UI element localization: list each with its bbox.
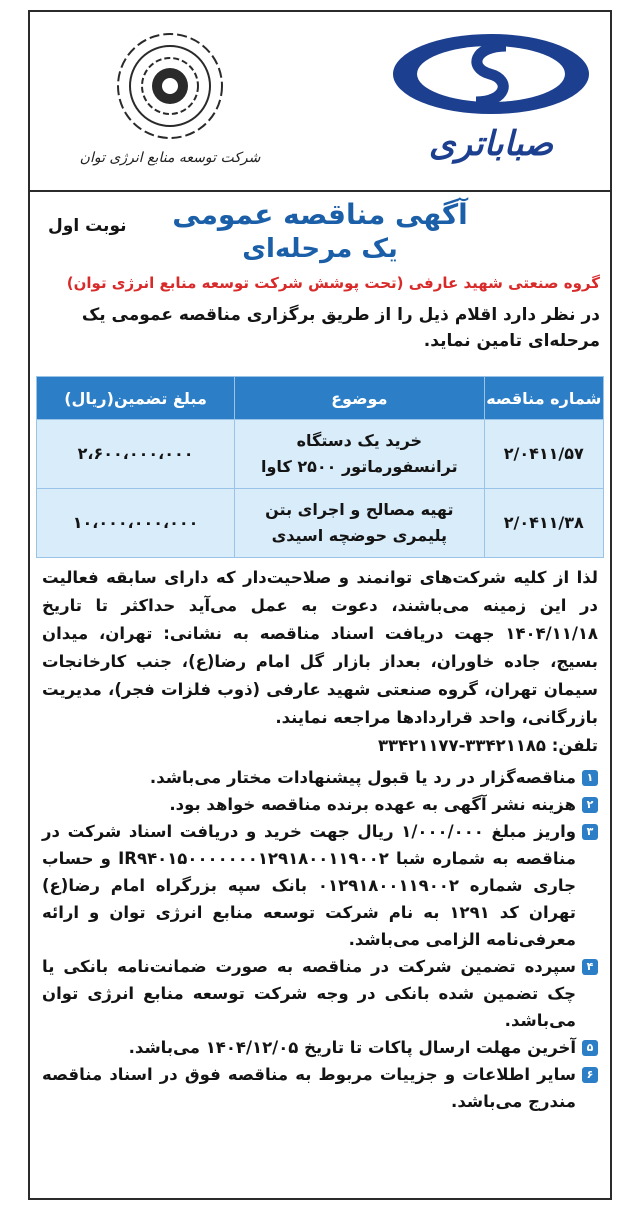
list-item xyxy=(42,1061,598,1115)
saba-battery-logo xyxy=(386,28,596,178)
company-intro-red: گروه صنعتی شهید عارفی (تحت پوشش شرکت توسعه منابع انرژی توان) xyxy=(66,274,600,292)
bullet-number-icon: ۴ xyxy=(582,959,598,975)
condition-text: سایر اطلاعات و جزییات مربوط به مناقصه فوق در اسناد مناقصه مندرج می‌باشد. xyxy=(42,1065,576,1111)
phone-numbers: تلفن: ۳۳۴۲۱۱۸۵-۳۳۴۲۱۱۷۷ xyxy=(377,736,598,755)
invitation-paragraph: لذا از کلیه شرکت‌های توانمند و صلاحیت‌دار که دارای سابقه فعالیت در این زمینه می‌باشند، دعوت به عمل می‌آید حداکثر تا تاریخ ۱۴۰۴/۱۱/۱۸ جهت دریافت اسناد مناقصه به نشانی: تهران، میدان بسیج، جاده خاوران، بعداز بازار گل امام رضا(ع)، جنب کارخانجات سیمان تهران، گروه صنعتی شهید عارفی (ذوب فلزات فجر)، مدیریت بازرگانی، واحد قراردادها مراجعه نمایند. xyxy=(42,568,598,727)
guarantee-amount: ۲،۶۰۰،۰۰۰،۰۰۰ xyxy=(37,420,235,489)
condition-text: آخرین مهلت ارسال پاکات تا تاریخ ۱۴۰۴/۱۲/۰۵ می‌باشد. xyxy=(128,1038,576,1057)
table-header-row xyxy=(37,377,604,420)
header-tender-number: شماره مناقصه xyxy=(484,377,603,420)
condition-text: واریز مبلغ ۱/۰۰۰/۰۰۰ ریال جهت خرید و دریافت اسناد شرکت در مناقصه به شماره شبا IR۹۴۰۱۵۰۰۰۰۰۰۰۱۲۹۱۸۰۰۱۱۹۰۰۲ و حساب جاری شماره ۰۱۲۹۱۸۰۰۱۱۹۰۰۲ بانک سپه بزرگراه امام رضا(ع) تهران کد ۱۲۹۱ به نام شرکت توسعه منابع انرژی توان و ارائه معرفی‌نامه الزامی می‌باشد. xyxy=(42,822,576,949)
table-row xyxy=(37,420,604,489)
conditions-list xyxy=(42,764,598,1115)
tavan-company-name: شرکت توسعه منابع انرژی توان xyxy=(79,150,261,166)
list-item xyxy=(42,818,598,953)
notice-title-area xyxy=(30,192,610,272)
header-subject: موضوع xyxy=(235,377,484,420)
bullet-number-icon: ۳ xyxy=(582,824,598,840)
list-item xyxy=(42,953,598,1034)
table-row xyxy=(37,489,604,558)
tender-table xyxy=(36,376,604,558)
list-item xyxy=(42,764,598,791)
flower-logo-icon xyxy=(70,24,270,150)
notice-subtitle: یک مرحله‌ای xyxy=(242,234,398,264)
header-guarantee-amount: مبلغ تضمین(ریال) xyxy=(37,377,235,420)
tender-number: ۲/۰۴۱۱/۵۷ xyxy=(484,420,603,489)
list-item xyxy=(42,791,598,818)
bullet-number-icon: ۶ xyxy=(582,1067,598,1083)
saba-brand-name: صباباتری xyxy=(428,124,554,164)
notice-header xyxy=(30,12,610,192)
intro-text: در نظر دارد اقلام ذیل را از طریق برگزاری مناقصه عمومی یک مرحله‌ای تامین نماید. xyxy=(81,305,600,351)
bullet-number-icon: ۱ xyxy=(582,770,598,786)
list-item xyxy=(42,1034,598,1061)
condition-text: سپرده تضمین شرکت در مناقصه به صورت ضمانت‌نامه بانکی یا چک تضمین شده بانکی در وجه شرکت توسعه منابع انرژی توان می‌باشد. xyxy=(42,957,576,1030)
tender-number: ۲/۰۴۱۱/۳۸ xyxy=(484,489,603,558)
notice-title: آگهی مناقصه عمومی xyxy=(172,198,468,231)
tavan-logo xyxy=(70,24,270,184)
tender-subject: تهیه مصالح و اجرای بتن پلیمری حوضچه اسیدی xyxy=(235,489,484,558)
publication-round: نوبت اول xyxy=(48,216,127,236)
condition-text: مناقصه‌گزار در رد یا قبول پیشنهادات مختار می‌باشد. xyxy=(149,768,576,787)
notice-frame xyxy=(28,10,612,1200)
tender-subject: خرید یک دستگاه ترانسفورماتور ۲۵۰۰ کاوا xyxy=(235,420,484,489)
guarantee-amount: ۱۰،۰۰۰،۰۰۰،۰۰۰ xyxy=(37,489,235,558)
bullet-number-icon: ۵ xyxy=(582,1040,598,1056)
saba-emblem-icon xyxy=(386,28,596,124)
bullet-number-icon: ۲ xyxy=(582,797,598,813)
condition-text: هزینه نشر آگهی به عهده برنده مناقصه خواهد بود. xyxy=(169,795,576,814)
notice-body xyxy=(42,564,598,1115)
